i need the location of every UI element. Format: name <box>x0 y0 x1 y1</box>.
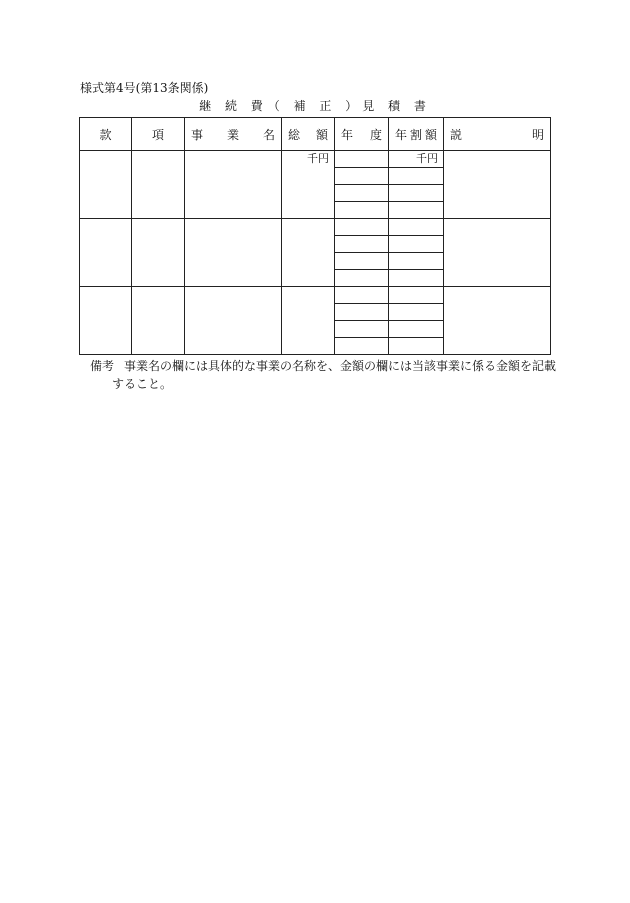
fiscal-year-cell[interactable] <box>335 270 389 287</box>
annual-allocation-cell[interactable] <box>389 236 444 253</box>
header-total-amount <box>282 118 335 151</box>
estimate-table <box>79 117 551 355</box>
remarks-line-1 <box>90 357 560 375</box>
remarks-line-2: すること。 <box>112 377 173 391</box>
description-cell[interactable] <box>444 287 551 355</box>
project-name-cell[interactable] <box>185 151 282 219</box>
kou-cell[interactable] <box>132 287 185 355</box>
annual-allocation-cell[interactable] <box>389 202 444 219</box>
project-name-cell[interactable] <box>185 287 282 355</box>
remarks-text-1: 事業名の欄には具体的な事業の名称を、金額の欄には当該事業に係る金額を記載 <box>124 359 557 373</box>
fiscal-year-cell[interactable] <box>335 321 389 338</box>
table-row <box>80 151 551 168</box>
fiscal-year-cell[interactable] <box>335 185 389 202</box>
header-project-name-char: 事 <box>191 127 204 142</box>
form-number: 様式第4号(第13条関係) <box>80 81 209 95</box>
annual-allocation-cell[interactable] <box>389 270 444 287</box>
header-annual-allocation-char: 額 <box>424 127 437 142</box>
kou-cell[interactable] <box>132 151 185 219</box>
annual-allocation-cell[interactable] <box>389 321 444 338</box>
annual-allocation-cell[interactable] <box>389 287 444 304</box>
fiscal-year-cell[interactable] <box>335 219 389 236</box>
annual-allocation-cell[interactable] <box>389 168 444 185</box>
header-annual-allocation-char: 割 <box>409 127 422 142</box>
total-amount-cell[interactable] <box>282 219 335 287</box>
fiscal-year-cell[interactable] <box>335 151 389 168</box>
kan-cell[interactable] <box>80 219 132 287</box>
header-project-name-char: 名 <box>262 127 275 142</box>
remarks-label: 備考 <box>90 359 115 373</box>
header-kan-char: 款 <box>99 127 112 142</box>
annual-allocation-cell[interactable] <box>389 185 444 202</box>
total-amount-unit: 千円 <box>307 152 329 165</box>
description-cell[interactable] <box>444 219 551 287</box>
header-total-amount-char: 総 <box>288 127 301 142</box>
table-row <box>80 219 551 236</box>
annual-allocation-cell[interactable]: 千円 <box>389 151 444 168</box>
project-name-cell[interactable] <box>185 219 282 287</box>
header-row <box>80 118 551 151</box>
header-project-name <box>185 118 282 151</box>
annual-allocation-cell[interactable] <box>389 338 444 355</box>
description-cell[interactable] <box>444 151 551 219</box>
header-kan <box>80 118 132 151</box>
annual-allocation-cell[interactable] <box>389 219 444 236</box>
header-annual-allocation <box>389 118 444 151</box>
annual-allocation-cell[interactable] <box>389 253 444 270</box>
form-title: 継 続 費（ 補 正 ）見 積 書 <box>199 99 431 113</box>
header-kou <box>132 118 185 151</box>
kan-cell[interactable] <box>80 151 132 219</box>
kan-cell[interactable] <box>80 287 132 355</box>
header-annual-allocation-char: 年 <box>395 127 408 142</box>
fiscal-year-cell[interactable] <box>335 253 389 270</box>
total-amount-cell[interactable] <box>282 151 335 219</box>
table-row <box>80 287 551 304</box>
fiscal-year-cell[interactable] <box>335 338 389 355</box>
annual-allocation-cell[interactable] <box>389 304 444 321</box>
fiscal-year-cell[interactable] <box>335 202 389 219</box>
header-project-name-char: 業 <box>226 127 239 142</box>
header-description-char: 説 <box>450 127 463 142</box>
header-description <box>444 118 551 151</box>
fiscal-year-cell[interactable] <box>335 287 389 304</box>
fiscal-year-cell[interactable] <box>335 304 389 321</box>
fiscal-year-cell[interactable] <box>335 236 389 253</box>
header-total-amount-char: 額 <box>315 127 328 142</box>
header-fiscal-year-char: 年 <box>341 127 354 142</box>
remarks <box>90 357 560 393</box>
header-kou-char: 項 <box>151 127 164 142</box>
header-fiscal-year <box>335 118 389 151</box>
header-fiscal-year-char: 度 <box>369 127 382 142</box>
kou-cell[interactable] <box>132 219 185 287</box>
fiscal-year-cell[interactable] <box>335 168 389 185</box>
total-amount-cell[interactable] <box>282 287 335 355</box>
header-description-char: 明 <box>531 127 544 142</box>
